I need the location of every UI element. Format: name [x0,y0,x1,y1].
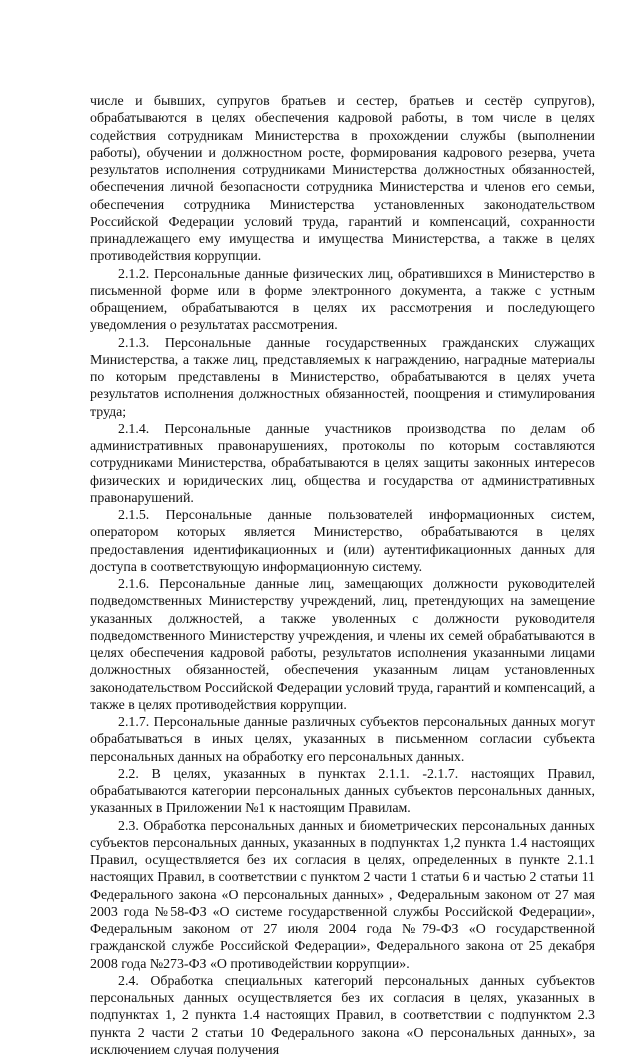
paragraph-continuation: числе и бывших, супругов братьев и сестер, братьев и сестёр супругов), обрабатываются в целях обеспечения кадровой работы, в том числе в целях содействия сотрудникам Министерства в прохождении службы (выполнении работы), обучении и должностном росте, формирования кадрового резерва, учета результатов исполнения сотрудниками Министерства должностных обязанностей, обеспечения личной безопасности сотрудника Министерства и членов его семьи, обеспечения сотрудника Министерства установленных законодательством Российской Федерации условий труда, гарантий и компенсаций, сохранности принадлежащего ему имущества и имущества Министерства, а также в целях противодействия коррупции. [90,94,595,265]
paragraph-2-1-3: 2.1.3. Персональные данные государственных гражданских служащих Министерства, а также лиц, представляемых к награждению, наградные материалы по которым представлены в Министерство, обрабатываются в целях учета результатов исполнения должностных обязанностей, поощрения и стимулирования труда; [90,335,595,420]
document-body [90,93,595,1059]
paragraph-2-1-4: 2.1.4. Персональные данные участников производства по делам об административных правонарушениях, протоколы по которым составляются сотрудниками Министерства, обрабатываются в целях защиты законных интересов физических и юридических лиц, общества и государства от административных правонарушений. [90,421,595,506]
paragraph-2-1-6: 2.1.6. Персональные данные лиц, замещающих должности руководителей подведомственных Министерству учреждений, лиц, претендующих на замещение указанных должностей, а также уволенных с должности руководителя подведомственного Министерству учреждения, и члены их семей обрабатываются в целях обеспечения кадровой работы, результатов исполнения указанными лицами должностных обязанностей, обеспечения указанным лицам установленных законодательством Российской Федерации условий труда, гарантий и компенсаций, а также в целях противодействия коррупции. [90,577,595,713]
paragraph-2-3: 2.3. Обработка персональных данных и биометрических персональных данных субъектов персональных данных, указанных в подпунктах 1,2 пункта 1.4 настоящих Правил, осуществляется без их согласия в целях, определенных в пункте 2.1.1 настоящих Правил, в соответствии с пунктом 2 части 1 статьи 6 и частью 2 статьи 11 Федерального закона «О персональных данных» , Федеральным законом от 27 мая 2003 года №58-ФЗ «О системе государственной службы Российской Федерации», Федеральным законом от 27 июля 2004 года №79-ФЗ «О государственной гражданской службе Российской Федерации», Федерального закона от 25 декабря 2008 года №273-ФЗ «О противодействии коррупции». [90,818,595,972]
paragraph-2-1-2: 2.1.2. Персональные данные физических лиц, обратившихся в Министерство в письменной форме или в форме электронного документа, а также с устным обращением, обрабатываются в целях их рассмотрения и последующего уведомления о результатах рассмотрения. [90,266,595,334]
paragraph-2-1-7: 2.1.7. Персональные данные различных субъектов персональных данных могут обрабатываться в иных целях, указанных в письменном согласии субъекта персональных данных на обработку его персональных данных. [90,715,595,765]
paragraph-2-4: 2.4. Обработка специальных категорий персональных данных субъектов персональных данных осуществляется без их согласия в целях, указанных в подпунктах 1, 2 пункта 1.4 настоящих Правил, в соответствии с подпунктом 2.3 пункта 2 части 2 статьи 10 Федерального закона «О персональных данных», за исключением случая получения [90,973,595,1058]
paragraph-2-1-5: 2.1.5. Персональные данные пользователей информационных систем, оператором которых является Министерство, обрабатываются в целях предоставления идентификационных и (или) аутентификационных данных для доступа в соответствующую информационную систему. [90,508,595,575]
paragraph-2-2: 2.2. В целях, указанных в пунктах 2.1.1. -2.1.7. настоящих Правил, обрабатываются категории персональных данных субъектов персональных данных, указанных в Приложении №1 к настоящим Правилам. [90,766,595,817]
